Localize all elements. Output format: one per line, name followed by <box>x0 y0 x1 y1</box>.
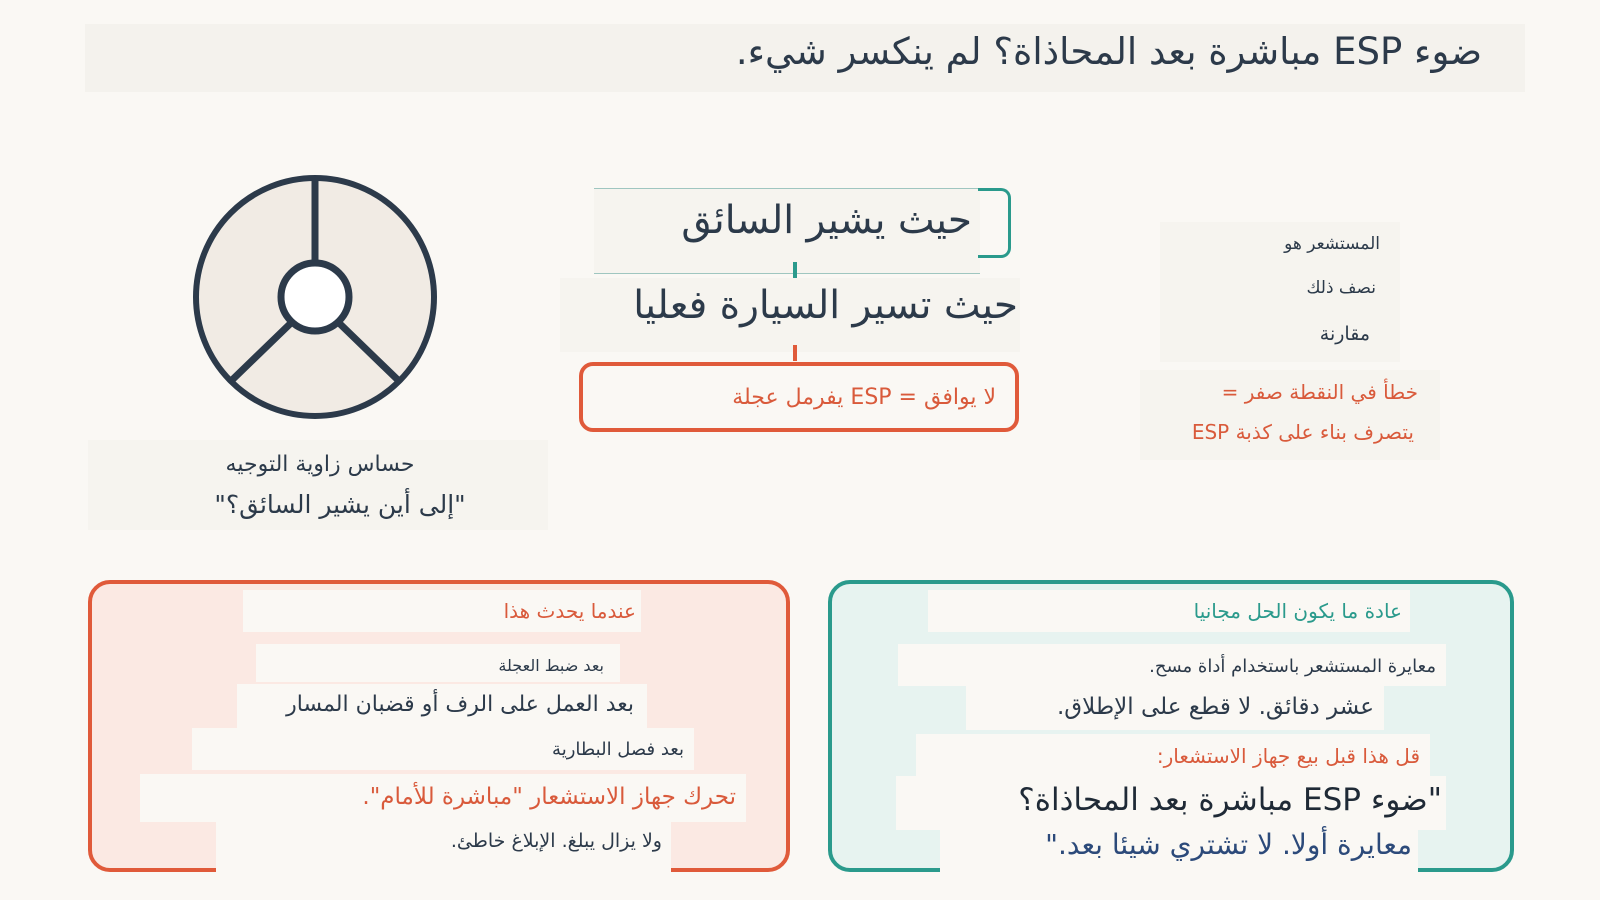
driver-points-label: حيث يشير السائق <box>681 198 972 243</box>
fix-line-1: معايرة المستشعر باستخدام أداة مسح. <box>1149 656 1436 677</box>
fix-line-2: عشر دقائق. لا قطع على الإطلاق. <box>1056 694 1374 720</box>
sensor-name: حساس زاوية التوجيه <box>225 452 415 477</box>
when-panel <box>88 580 790 872</box>
when-item-1: بعد ضبط العجلة <box>498 656 604 675</box>
fix-quote-line-1: "ضوء ESP مباشرة بعد المحاذاة؟ <box>1018 782 1442 818</box>
page-title: ضوء ESP مباشرة بعد المحاذاة؟ لم ينكسر شيء. <box>735 30 1482 73</box>
advisor-line-2: نصف ذلك <box>1306 278 1376 298</box>
fix-heading: عادة ما يكون الحل مجانيا <box>1193 599 1402 623</box>
zero-error-line-1: خطأ في النقطة صفر = <box>1221 380 1418 404</box>
advisor-line-1: المستشعر هو <box>1284 234 1380 254</box>
connector-orange <box>793 345 797 361</box>
fix-ask-label: قل هذا قبل بيع جهاز الاستشعار: <box>1156 744 1420 768</box>
fix-quote-line-2: معايرة أولا. لا تشتري شيئا بعد." <box>1045 828 1412 861</box>
when-item-2: بعد العمل على الرف أو قضبان المسار <box>286 692 634 717</box>
when-note-line-2: ولا يزال يبلغ. الإبلاغ خاطئ. <box>450 830 662 852</box>
zero-error-line-2: يتصرف بناء على كذبة ESP <box>1191 420 1414 444</box>
mismatch-label: لا يوافق = ESP يفرمل عجلة <box>732 385 996 410</box>
fix-panel <box>828 580 1514 872</box>
steering-wheel-icon <box>190 172 440 422</box>
connector-teal <box>793 262 797 278</box>
driver-bracket <box>978 188 1011 258</box>
car-goes-label: حيث تسير السيارة فعليا <box>633 283 1018 328</box>
when-heading: عندما يحدث هذا <box>503 599 636 623</box>
sensor-question: "إلى أين يشير السائق؟" <box>214 490 466 519</box>
when-note-line-1: تحرك جهاز الاستشعار "مباشرة للأمام". <box>362 784 736 810</box>
when-item-3: بعد فصل البطارية <box>552 739 684 760</box>
advisor-line-3: مقارنة <box>1319 323 1370 345</box>
